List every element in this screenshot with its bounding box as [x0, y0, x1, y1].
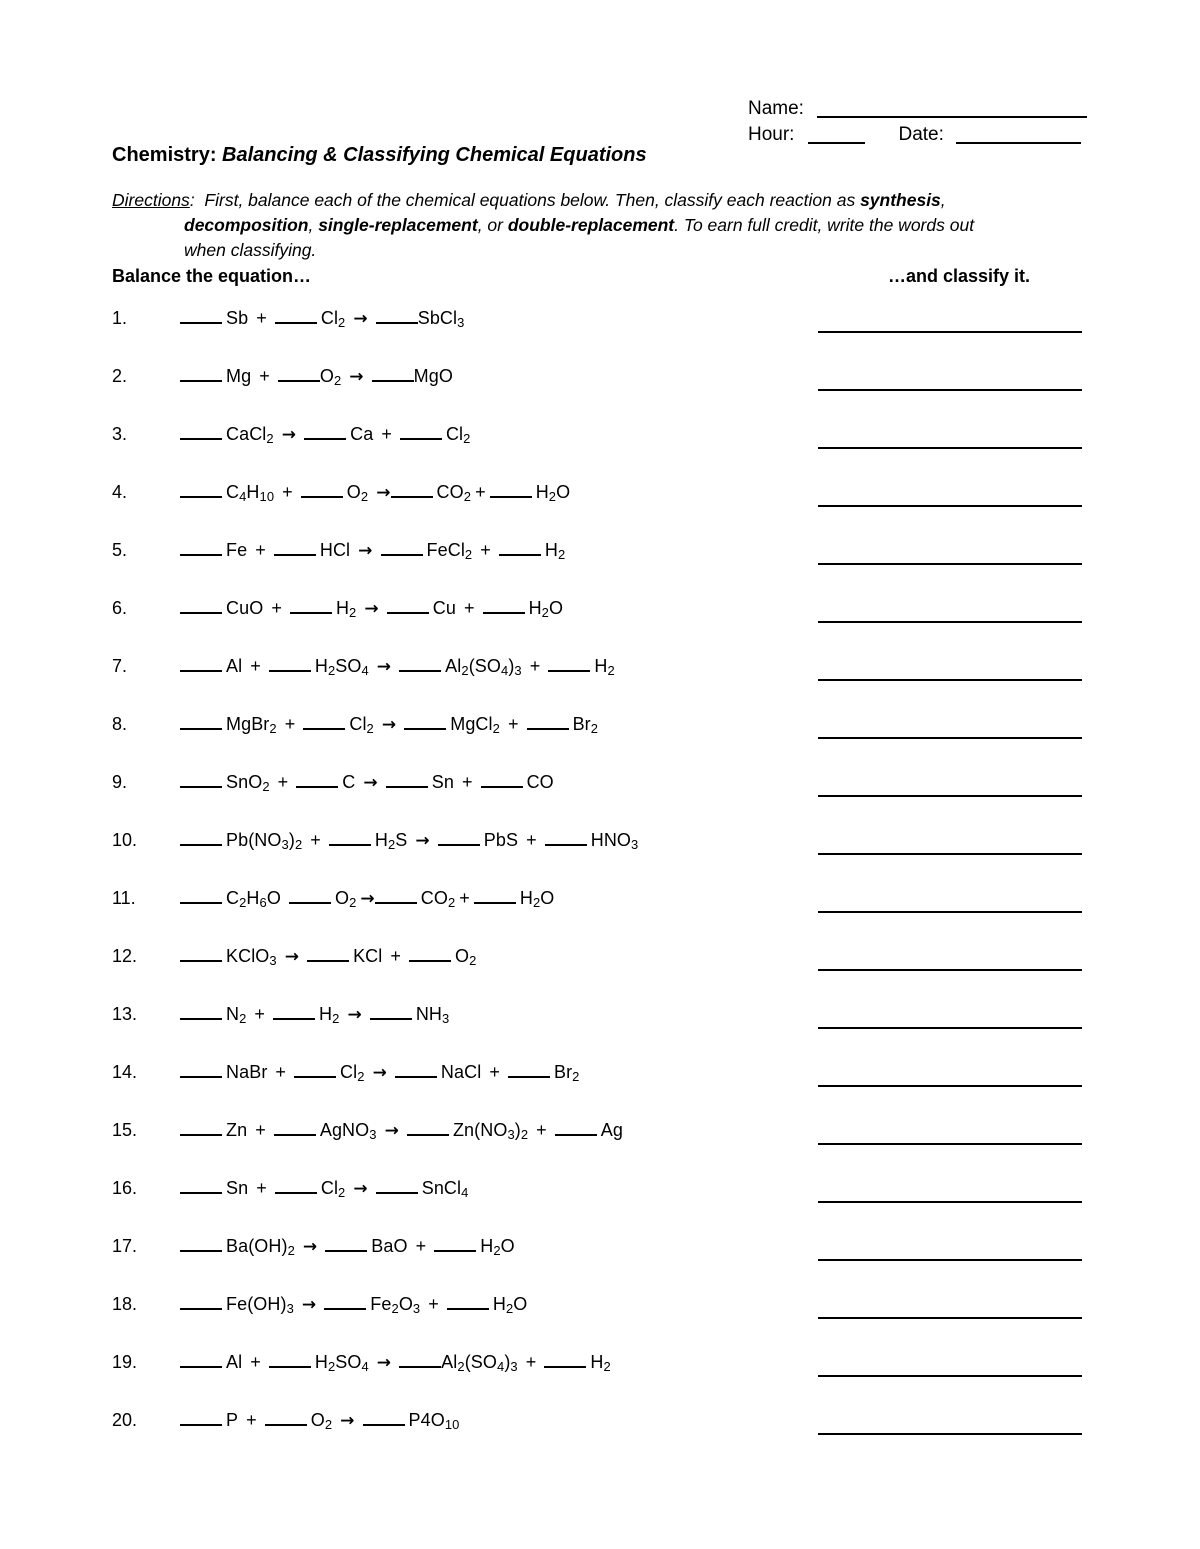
coefficient-blank[interactable] — [404, 715, 446, 730]
problem-row — [0, 1120, 1200, 1178]
chemical-equation: CaCl$_2$ → $Ca + Cl_2$ — [180, 424, 470, 445]
chemical-equation: Zn + AgNO$_3$ → $Zn(NO_3)_2 + Ag$ — [180, 1120, 623, 1141]
reaction-arrow-icon: → — [347, 1005, 362, 1025]
classification-answer-line[interactable] — [818, 1142, 1082, 1145]
plus-sign: + — [381, 424, 392, 444]
reaction-arrow-icon: → — [358, 541, 373, 561]
coefficient-blank[interactable] — [324, 1295, 366, 1310]
problem-number: 17. — [112, 1236, 138, 1256]
column-header-classify: …and classify it. — [888, 266, 1031, 286]
subscript: 2 — [360, 489, 369, 505]
subscript: 2 — [541, 605, 549, 621]
coefficient-blank[interactable] — [409, 947, 451, 962]
coefficient-blank[interactable] — [301, 483, 343, 498]
coefficient-blank[interactable] — [180, 773, 222, 788]
problem-row — [0, 1178, 1200, 1236]
chemical-equation: $Al + H_2SO_4 \to Al_2(SO_4)_3 + H_2$ — [180, 656, 615, 677]
subscript: 2 — [548, 489, 557, 505]
coefficient-blank[interactable] — [304, 425, 346, 440]
plus-sign: + — [250, 1352, 261, 1372]
coefficient-blank[interactable] — [180, 831, 222, 846]
coefficient-blank[interactable] — [481, 773, 523, 788]
classification-answer-line[interactable] — [818, 852, 1082, 855]
coefficient-blank[interactable] — [180, 1237, 222, 1252]
subscript: 2 — [262, 779, 270, 795]
coefficient-blank[interactable] — [180, 1063, 222, 1078]
coefficient-blank[interactable] — [273, 1005, 315, 1020]
chemical-equation: NaBr + $Cl_2$ → NaCl + $Br_2$ — [180, 1062, 579, 1083]
coefficient-blank[interactable] — [447, 1295, 489, 1310]
coefficient-blank[interactable] — [290, 599, 332, 614]
problem-row — [0, 424, 1200, 482]
subscript: 2 — [357, 1069, 365, 1085]
coefficient-blank[interactable] — [274, 541, 316, 556]
problem-list — [0, 308, 1200, 1468]
chemical-equation: $Ba(OH)_2$ → BaO + $H_2O$ — [180, 1236, 515, 1257]
classification-answer-line[interactable] — [818, 910, 1082, 913]
coefficient-blank[interactable] — [399, 1353, 441, 1368]
chemical-equation: SnO$_2$ + C → Sn + CO — [180, 772, 554, 793]
subscript: 3 — [457, 315, 465, 331]
coefficient-blank[interactable] — [395, 1063, 437, 1078]
coefficient-blank[interactable] — [180, 947, 222, 962]
coefficient-blank[interactable] — [278, 367, 320, 382]
problem-number: 14. — [112, 1062, 138, 1082]
problem-row — [0, 946, 1200, 1004]
page-title — [112, 144, 647, 167]
coefficient-blank[interactable] — [180, 715, 222, 730]
problem-row — [0, 1004, 1200, 1062]
coefficient-blank[interactable] — [387, 599, 429, 614]
coefficient-blank[interactable] — [289, 889, 331, 904]
reaction-arrow-icon: → — [349, 367, 364, 387]
subscript: 2 — [391, 1301, 399, 1317]
reaction-arrow-icon: → — [353, 1179, 368, 1199]
reaction-arrow-icon: → — [376, 657, 392, 677]
coefficient-blank[interactable] — [372, 367, 414, 382]
classification-answer-line[interactable] — [818, 446, 1082, 449]
plus-sign: + — [259, 366, 270, 386]
subscript: 2 — [327, 663, 336, 679]
problem-number: 16. — [112, 1178, 138, 1198]
problem-row — [0, 366, 1200, 424]
problem-row — [0, 830, 1200, 888]
plus-sign: + — [489, 1062, 500, 1082]
coefficient-blank[interactable] — [294, 1063, 336, 1078]
chemical-equation: MgBr$_2$ + $Cl_2$ → MgCl$_2$ + $Br_2$ — [180, 714, 598, 735]
coefficient-blank[interactable] — [490, 483, 532, 498]
problem-number: 15. — [112, 1120, 138, 1140]
classification-answer-line[interactable] — [818, 1026, 1082, 1029]
coefficient-blank[interactable] — [180, 1179, 222, 1194]
directions-label: Directions — [112, 190, 190, 210]
directions-line2-end: . To earn full credit, write the words out — [674, 215, 975, 235]
plus-sign: + — [526, 830, 537, 850]
subscript: 2 — [266, 431, 274, 447]
directions-line1: First, balance each of the chemical equations below. Then, classify each reaction as — [204, 190, 861, 210]
plus-sign: + — [255, 1120, 266, 1140]
chemical-equation: $Sb + Cl_2$ → SbCl$_3$ — [180, 308, 464, 329]
problem-row — [0, 1294, 1200, 1352]
plus-sign: + — [475, 482, 486, 502]
plus-sign: + — [282, 482, 293, 502]
subscript: 2 — [324, 1417, 333, 1433]
subscript: 2 — [269, 721, 277, 737]
coefficient-blank[interactable] — [545, 831, 587, 846]
classification-answer-line[interactable] — [818, 678, 1082, 681]
coefficient-blank[interactable] — [275, 309, 317, 324]
plus-sign: + — [256, 308, 267, 328]
problem-number: 12. — [112, 946, 138, 966]
subscript: 2 — [505, 1301, 514, 1317]
subscript: 3 — [631, 837, 639, 853]
subscript: 2 — [447, 895, 456, 911]
coefficient-blank[interactable] — [499, 541, 541, 556]
classification-answer-line[interactable] — [818, 736, 1082, 739]
coefficient-blank[interactable] — [180, 367, 222, 382]
subscript: 3 — [442, 1011, 450, 1027]
chemical-equation: $P + O_2 \to P4O_{10}$ — [180, 1410, 459, 1431]
subscript: 10 — [444, 1417, 460, 1433]
subscript: 2 — [338, 315, 346, 331]
subscript: 2 — [333, 373, 342, 389]
subscript: 2 — [520, 1127, 529, 1143]
coefficient-blank[interactable] — [370, 1005, 412, 1020]
problem-number: 13. — [112, 1004, 138, 1024]
coefficient-blank[interactable] — [400, 425, 442, 440]
classification-answer-line[interactable] — [818, 1316, 1082, 1319]
coefficient-blank[interactable] — [376, 309, 418, 324]
date-label: Date: — [898, 124, 944, 145]
problem-number: 5. — [112, 540, 128, 560]
reaction-arrow-icon: → — [376, 1353, 392, 1373]
subscript: 2 — [332, 1011, 340, 1027]
name-write-line[interactable] — [817, 115, 1087, 118]
coefficient-blank[interactable] — [180, 309, 222, 324]
coefficient-blank[interactable] — [307, 947, 349, 962]
subscript: 10 — [259, 489, 275, 505]
classification-answer-line[interactable] — [818, 504, 1082, 507]
subscript: 3 — [412, 1301, 421, 1317]
hour-write-line[interactable] — [808, 141, 865, 144]
subscript: 3 — [269, 953, 277, 969]
chemical-equation: KClO$_3$ → KCl + $O_2$ — [180, 946, 476, 967]
title-main: Balancing & Classifying Chemical Equations — [222, 144, 647, 166]
subscript: 2 — [557, 547, 566, 563]
subscript: 2 — [590, 721, 599, 737]
coefficient-blank[interactable] — [180, 483, 222, 498]
coefficient-blank[interactable] — [180, 657, 222, 672]
coefficient-blank[interactable] — [399, 657, 441, 672]
classification-answer-line[interactable] — [818, 1374, 1082, 1377]
classification-answer-line[interactable] — [818, 1200, 1082, 1203]
subscript: 4 — [361, 1359, 369, 1375]
problem-number: 3. — [112, 424, 128, 444]
subscript: 2 — [239, 895, 247, 911]
coefficient-blank[interactable] — [275, 1179, 317, 1194]
subscript: 2 — [349, 895, 357, 911]
coefficient-blank[interactable] — [376, 1179, 418, 1194]
chemical-equation: $Pb(NO_3)_2 + H_2S$ → PbS + $HNO_3$ — [180, 830, 638, 851]
problem-row — [0, 656, 1200, 714]
coefficient-blank[interactable] — [180, 425, 222, 440]
reaction-arrow-icon: → — [301, 1295, 317, 1315]
coefficient-blank[interactable] — [325, 1237, 367, 1252]
classification-answer-line[interactable] — [818, 388, 1082, 391]
coefficient-blank[interactable] — [434, 1237, 476, 1252]
coefficient-blank[interactable] — [329, 831, 371, 846]
coefficient-blank[interactable] — [180, 599, 222, 614]
subscript: 2 — [603, 1359, 611, 1375]
coefficient-blank[interactable] — [391, 483, 433, 498]
plus-sign: + — [459, 888, 470, 908]
plus-sign: + — [461, 772, 473, 792]
problem-row — [0, 308, 1200, 366]
problem-number: 8. — [112, 714, 128, 734]
coefficient-blank[interactable] — [274, 1121, 316, 1136]
classification-answer-line[interactable] — [818, 794, 1082, 797]
coefficient-blank[interactable] — [407, 1121, 449, 1136]
name-label: Name: — [748, 98, 804, 119]
problem-number: 4. — [112, 482, 128, 502]
reaction-type-single-replacement: single-replacement — [318, 215, 478, 235]
problem-number: 11. — [112, 888, 136, 908]
plus-sign: + — [415, 1236, 427, 1256]
subscript: 2 — [387, 837, 396, 853]
reaction-arrow-icon: → — [360, 889, 375, 909]
student-info-block — [748, 96, 1148, 148]
reaction-arrow-icon: → — [302, 1237, 318, 1257]
problem-row — [0, 888, 1200, 946]
directions-sep1: , — [308, 215, 319, 235]
subscript: 2 — [349, 605, 357, 621]
subscript: 2 — [366, 721, 374, 737]
reaction-arrow-icon: → — [376, 483, 391, 503]
subscript: 2 — [532, 895, 541, 911]
subscript: 2 — [493, 1243, 501, 1259]
coefficient-blank[interactable] — [180, 541, 222, 556]
subscript: 4 — [501, 663, 509, 679]
classification-answer-line[interactable] — [818, 1432, 1082, 1435]
chemical-equation: $N_2 + H_2 \to NH_3$ — [180, 1004, 449, 1025]
plus-sign: + — [529, 656, 541, 676]
coefficient-blank[interactable] — [296, 773, 338, 788]
reaction-type-synthesis: synthesis — [860, 190, 941, 210]
coefficient-blank[interactable] — [508, 1063, 550, 1078]
plus-sign: + — [246, 1410, 257, 1430]
plus-sign: + — [428, 1294, 439, 1314]
problem-number: 18. — [112, 1294, 138, 1314]
reaction-arrow-icon: → — [384, 1121, 399, 1141]
coefficient-blank[interactable] — [180, 1353, 222, 1368]
problem-row — [0, 1410, 1200, 1468]
reaction-type-decomposition: decomposition — [184, 215, 309, 235]
problem-number: 10. — [112, 830, 138, 850]
plus-sign: + — [480, 540, 491, 560]
coefficient-blank[interactable] — [180, 1295, 222, 1310]
subscript: 2 — [327, 1359, 336, 1375]
plus-sign: + — [536, 1120, 547, 1140]
coefficient-blank[interactable] — [527, 715, 569, 730]
reaction-arrow-icon: → — [364, 599, 379, 619]
subscript: 2 — [469, 953, 477, 969]
coefficient-blank[interactable] — [438, 831, 480, 846]
problem-number: 6. — [112, 598, 128, 618]
classification-answer-line[interactable] — [818, 968, 1082, 971]
subscript: 2 — [338, 1185, 346, 1201]
coefficient-blank[interactable] — [548, 657, 590, 672]
subscript: 2 — [464, 547, 473, 563]
problem-number: 2. — [112, 366, 128, 386]
coefficient-blank[interactable] — [381, 541, 423, 556]
plus-sign: + — [310, 830, 321, 850]
problem-row — [0, 1062, 1200, 1120]
hour-label: Hour: — [748, 124, 795, 145]
subscript: 2 — [461, 663, 469, 679]
date-write-line[interactable] — [956, 141, 1081, 144]
column-header-balance: Balance the equation… — [112, 266, 312, 286]
coefficient-blank[interactable] — [386, 773, 428, 788]
classification-answer-line[interactable] — [818, 330, 1082, 333]
coefficient-blank[interactable] — [544, 1353, 586, 1368]
chemical-equation: $Sn + Cl_2$ → SnCl$_4$ — [180, 1178, 468, 1199]
subscript: 2 — [294, 837, 303, 853]
problem-row — [0, 1236, 1200, 1294]
plus-sign: + — [277, 772, 289, 792]
chemical-equation: $C_2H_6O$ $O_2 \to CO_2 + H_2O$ — [180, 888, 554, 909]
coefficient-blank[interactable] — [269, 1353, 311, 1368]
plus-sign: + — [463, 598, 475, 618]
classification-answer-line[interactable] — [818, 1084, 1082, 1087]
classification-answer-line[interactable] — [818, 620, 1082, 623]
chemical-equation: Fe + HCl → FeCl$_2$ + $H_2$ — [180, 540, 565, 561]
classification-answer-line[interactable] — [818, 562, 1082, 565]
coefficient-blank[interactable] — [474, 889, 516, 904]
problem-number: 20. — [112, 1410, 138, 1430]
problem-number: 7. — [112, 656, 128, 676]
plus-sign: + — [284, 714, 296, 734]
subscript: 6 — [259, 895, 267, 911]
subscript: 2 — [463, 489, 472, 505]
chemical-equation: $Fe(OH)_3 \to Fe_2O_3 + H_2O$ — [180, 1294, 527, 1315]
problem-row — [0, 714, 1200, 772]
coefficient-blank[interactable] — [180, 1411, 222, 1426]
coefficient-blank[interactable] — [269, 657, 311, 672]
reaction-arrow-icon: → — [415, 831, 430, 851]
directions-sep2: , or — [477, 215, 508, 235]
problem-row — [0, 772, 1200, 830]
coefficient-blank[interactable] — [180, 1005, 222, 1020]
problem-row — [0, 540, 1200, 598]
directions-colon: : — [189, 190, 195, 210]
reaction-arrow-icon: → — [363, 773, 378, 793]
subscript: 2 — [572, 1069, 580, 1085]
reaction-arrow-icon: → — [281, 425, 297, 445]
subscript: 3 — [507, 1127, 515, 1143]
plus-sign: + — [507, 714, 519, 734]
problem-row — [0, 1352, 1200, 1410]
coefficient-blank[interactable] — [265, 1411, 307, 1426]
reaction-arrow-icon: → — [372, 1063, 387, 1083]
plus-sign: + — [390, 946, 402, 966]
problem-number: 9. — [112, 772, 128, 792]
coefficient-blank[interactable] — [180, 889, 222, 904]
plus-sign: + — [250, 656, 261, 676]
subscript: 2 — [492, 721, 500, 737]
reaction-arrow-icon: → — [353, 309, 368, 329]
problem-number: 1. — [112, 308, 128, 328]
subscript: 4 — [361, 663, 369, 679]
subscript: 3 — [369, 1127, 377, 1143]
subscript: 2 — [463, 431, 471, 447]
title-prefix: Chemistry: — [112, 144, 217, 166]
problem-number: 19. — [112, 1352, 138, 1372]
subscript: 3 — [281, 837, 289, 853]
hour-date-row — [748, 122, 1148, 148]
name-row — [748, 96, 1148, 122]
problem-row — [0, 482, 1200, 540]
chemical-equation: CuO + $H_2 \to Cu + H_2O$ — [180, 598, 563, 619]
coefficient-blank[interactable] — [303, 715, 345, 730]
chemical-equation: $Al + H_2SO_4 \to Al_2(SO_4)_3 + H_2$ — [180, 1352, 611, 1373]
subscript: 3 — [286, 1301, 294, 1317]
subscript: 3 — [510, 1359, 518, 1375]
plus-sign: + — [275, 1062, 287, 1082]
coefficient-blank[interactable] — [180, 1121, 222, 1136]
directions-block — [112, 188, 1087, 263]
subscript: 2 — [457, 1359, 465, 1375]
reaction-type-double-replacement: double-replacement — [507, 215, 675, 235]
reaction-arrow-icon: → — [340, 1411, 355, 1431]
coefficient-blank[interactable] — [375, 889, 417, 904]
plus-sign: + — [525, 1352, 537, 1372]
coefficient-blank[interactable] — [483, 599, 525, 614]
subscript: 2 — [239, 1011, 247, 1027]
chemical-equation: $Mg + O_2$ → MgO — [180, 366, 453, 387]
subscript: 4 — [239, 489, 247, 505]
coefficient-blank[interactable] — [555, 1121, 597, 1136]
reaction-arrow-icon: → — [284, 947, 300, 967]
problem-row — [0, 598, 1200, 656]
chemical-equation: $C_4H_{10} + O_2 \to CO_2 + H_2O$ — [180, 482, 570, 503]
subscript: 4 — [497, 1359, 505, 1375]
subscript: 2 — [287, 1243, 295, 1259]
coefficient-blank[interactable] — [363, 1411, 405, 1426]
directions-line3: when classifying. — [184, 240, 317, 260]
subscript: 3 — [514, 663, 522, 679]
subscript: 4 — [461, 1185, 469, 1201]
directions-line1-end: , — [940, 190, 946, 210]
plus-sign: + — [255, 540, 266, 560]
classification-answer-line[interactable] — [818, 1258, 1082, 1261]
reaction-arrow-icon: → — [381, 715, 397, 735]
subscript: 2 — [607, 663, 615, 679]
plus-sign: + — [256, 1178, 267, 1198]
plus-sign: + — [271, 598, 282, 618]
plus-sign: + — [254, 1004, 266, 1024]
